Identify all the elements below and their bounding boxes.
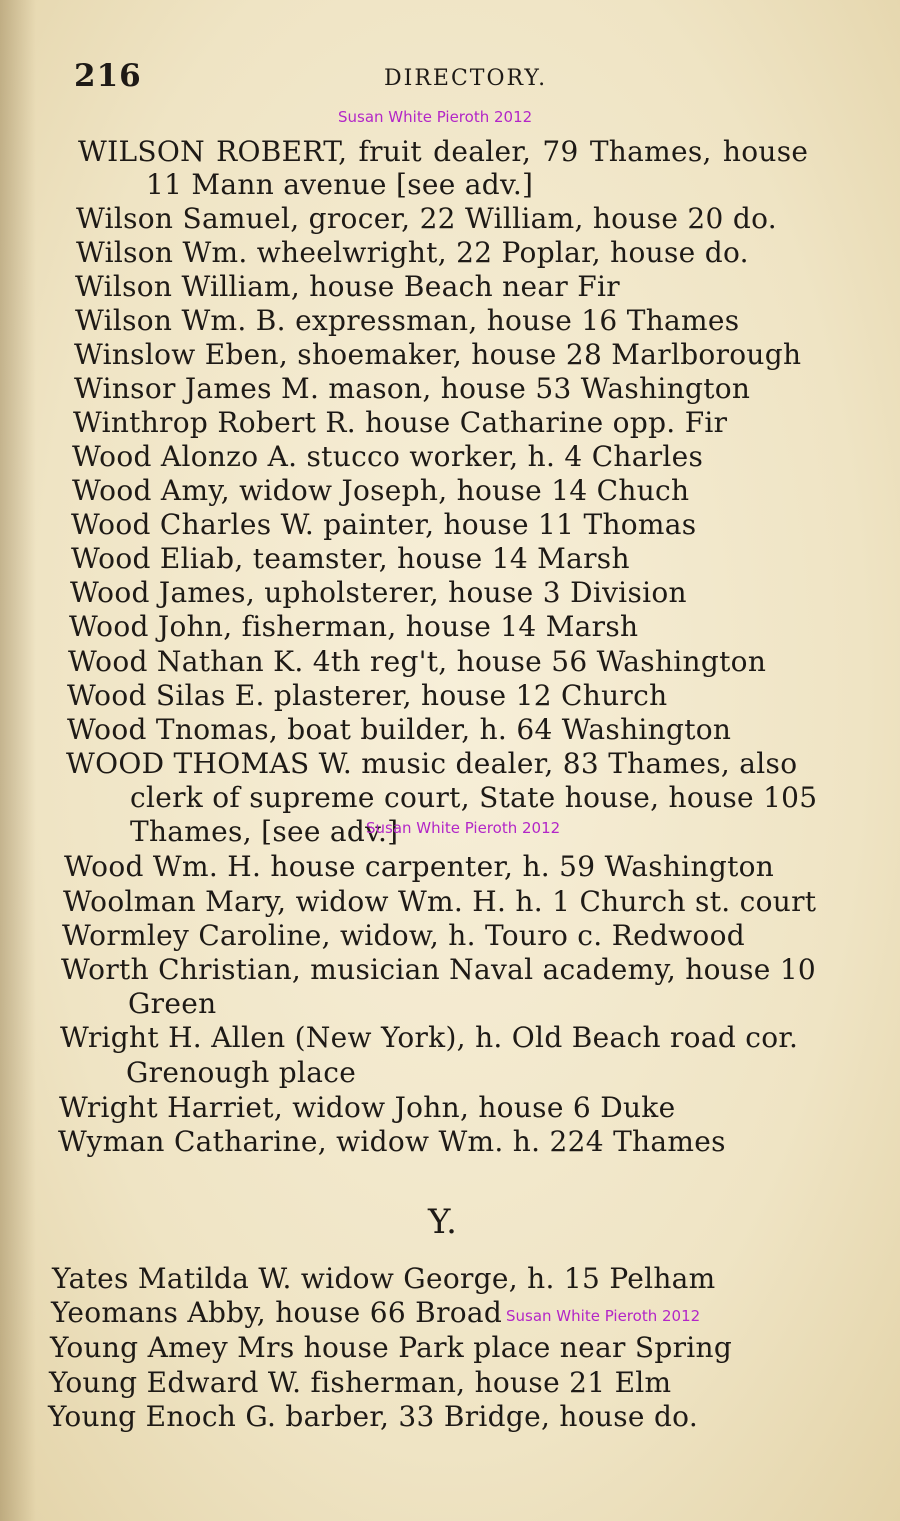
directory-entry: Wilson Wm. wheelwright, 22 Poplar, house do. (76, 236, 749, 269)
directory-entry: Wilson Wm. B. expressman, house 16 Thames (75, 304, 740, 337)
page-spine-shadow (0, 0, 36, 1521)
directory-entry-continuation: clerk of supreme court, State house, house 105 (130, 781, 818, 814)
section-letter-y: Y. (428, 1202, 457, 1242)
watermark-text: Susan White Pieroth 2012 (506, 1307, 701, 1325)
directory-entry: Wood Eliab, teamster, house 14 Marsh (71, 542, 630, 575)
directory-entry: Wright H. Allen (New York), h. Old Beach road cor. (60, 1021, 799, 1054)
directory-entry: Woolman Mary, widow Wm. H. h. 1 Church st. court (63, 885, 817, 918)
directory-entry: Winthrop Robert R. house Catharine opp. Fir (73, 406, 728, 439)
directory-entry-continuation: 11 Mann avenue [see adv.] (146, 168, 534, 201)
directory-entry: Wood Alonzo A. stucco worker, h. 4 Charles (72, 440, 704, 473)
directory-entry: WOOD THOMAS W. music dealer, 83 Thames, also (66, 747, 798, 780)
directory-entry: Wood Nathan K. 4th reg't, house 56 Washington (68, 645, 767, 678)
directory-entry: Young Enoch G. barber, 33 Bridge, house do. (48, 1400, 699, 1433)
directory-entry: Young Edward W. fisherman, house 21 Elm (49, 1366, 672, 1399)
directory-entry: Wyman Catharine, widow Wm. h. 224 Thames (58, 1125, 726, 1158)
page-number: 216 (74, 58, 142, 94)
directory-entry: Yates Matilda W. widow George, h. 15 Pelham (52, 1262, 716, 1295)
directory-entry: Wood John, fisherman, house 14 Marsh (69, 610, 639, 643)
directory-entry: Winslow Eben, shoemaker, house 28 Marlborough (74, 338, 802, 371)
directory-entry-continuation: Green (128, 987, 217, 1020)
directory-entry: Young Amey Mrs house Park place near Spring (50, 1331, 733, 1364)
directory-entry: Wilson Samuel, grocer, 22 William, house 20 do. (76, 202, 777, 235)
directory-entry: Wormley Caroline, widow, h. Touro c. Redwood (62, 919, 745, 952)
directory-entry: Worth Christian, musician Naval academy, house 10 (61, 953, 817, 986)
directory-entry: Wood Amy, widow Joseph, house 14 Chuch (72, 474, 690, 507)
directory-entry-continuation: Grenough place (126, 1056, 357, 1089)
directory-entry: Wood Wm. H. house carpenter, h. 59 Washington (64, 850, 775, 883)
directory-entry: Wood Charles W. painter, house 11 Thomas (71, 508, 697, 541)
directory-entry: WILSON ROBERT, fruit dealer, 79 Thames, house (78, 135, 809, 168)
directory-entry: Wood Tnomas, boat builder, h. 64 Washington (67, 713, 732, 746)
directory-entry: Yeomans Abby, house 66 Broad (51, 1296, 503, 1329)
directory-entry: Wood Silas E. plasterer, house 12 Church (67, 679, 668, 712)
running-head: DIRECTORY. (384, 66, 548, 91)
directory-entry-continuation: Thames, [see adv.] (130, 815, 399, 848)
directory-entry: Wood James, upholsterer, house 3 Division (70, 576, 687, 609)
watermark-text: Susan White Pieroth 2012 (338, 108, 533, 126)
directory-entry: Wilson William, house Beach near Fir (75, 270, 620, 303)
directory-entry: Winsor James M. mason, house 53 Washington (74, 372, 751, 405)
watermark-text: Susan White Pieroth 2012 (366, 819, 561, 837)
directory-entry: Wright Harriet, widow John, house 6 Duke (59, 1091, 676, 1124)
